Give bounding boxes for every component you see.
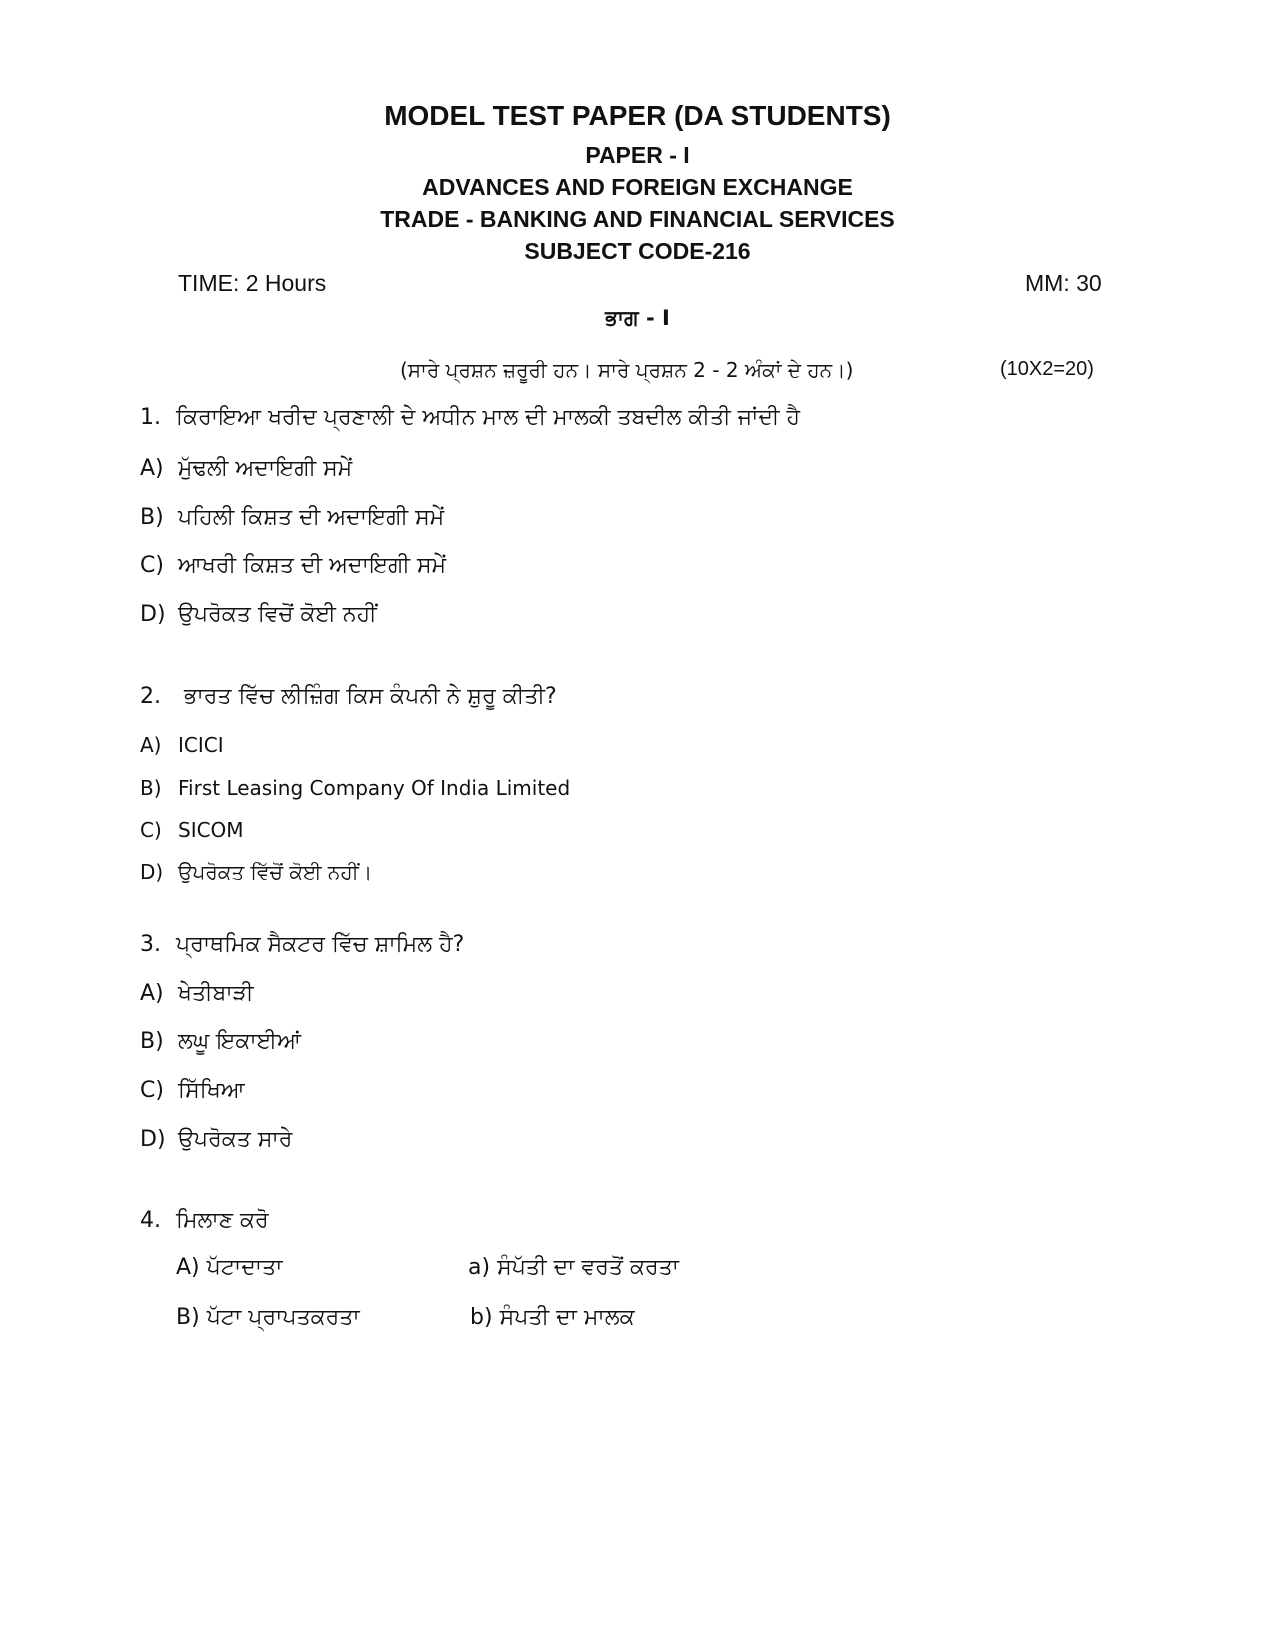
option-label: D)	[140, 602, 166, 627]
option-text: ਉਪਰੋਕਤ ਵਿਚੋਂ ਕੋਈ ਨਹੀਂ	[178, 602, 377, 627]
question-3	[140, 932, 464, 957]
match-text: ਸੰਪੱਤੀ ਦਾ ਵਰਤੋਂ ਕਰਤਾ	[497, 1255, 679, 1280]
question-number: 3.	[140, 932, 161, 957]
paper-number: PAPER - I	[585, 142, 690, 168]
option-label: B)	[140, 505, 164, 530]
section-instruction: (ਸਾਰੇ ਪ੍ਰਸ਼ਨ ਜ਼ਰੂਰੀ ਹਨ। ਸਾਰੇ ਪ੍ਰਸ਼ਨ 2 - 2 ਅੰਕਾਂ ਦੇ ਹਨ।)	[400, 358, 854, 382]
q2-option-d	[140, 860, 372, 884]
option-text: SICOM	[178, 818, 244, 842]
question-1	[140, 405, 800, 430]
q1-option-c	[140, 553, 446, 578]
q1-option-b	[140, 505, 444, 530]
option-text: ਆਖਰੀ ਕਿਸ਼ਤ ਦੀ ਅਦਾਇਗੀ ਸਮੇਂ	[178, 553, 447, 578]
option-text: ਉਪਰੋਕਤ ਸਾਰੇ	[178, 1127, 293, 1152]
option-text: ਉਪਰੋਕਤ ਵਿੱਚੋਂ ਕੋਈ ਨਹੀਂ।	[178, 860, 373, 884]
option-text: ICICI	[178, 733, 224, 757]
q3-option-b	[140, 1029, 301, 1054]
question-text: ਭਾਰਤ ਵਿੱਚ ਲੀਜ਼ਿੰਗ ਕਿਸ ਕੰਪਨੀ ਨੇ ਸ਼ੁਰੂ ਕੀਤੀ?	[184, 684, 557, 709]
match-label: A)	[176, 1255, 200, 1280]
option-label: C)	[140, 553, 164, 578]
q4-right-b	[470, 1305, 635, 1330]
q3-option-d	[140, 1127, 292, 1152]
question-number: 2.	[140, 684, 161, 709]
q2-option-c	[140, 818, 244, 842]
subject-code: SUBJECT CODE-216	[524, 238, 751, 264]
question-text: ਕਿਰਾਇਆ ਖਰੀਦ ਪ੍ਰਣਾਲੀ ਦੇ ਅਧੀਨ ਮਾਲ ਦੀ ਮਾਲਕੀ ਤਬਦੀਲ ਕੀਤੀ ਜਾਂਦੀ ਹੈ	[176, 405, 801, 430]
q3-option-a	[140, 981, 254, 1006]
section-marks: (10X2=20)	[1000, 358, 1094, 380]
option-text: ਮੁੱਢਲੀ ਅਦਾਇਗੀ ਸਮੇਂ	[178, 456, 353, 481]
option-text: ਖੇਤੀਬਾੜੀ	[178, 981, 254, 1006]
option-text: First Leasing Company Of India Limited	[178, 776, 571, 800]
option-label: B)	[140, 776, 162, 800]
match-text: ਪੱਟਾਦਾਤਾ	[206, 1255, 283, 1280]
option-text: ਪਹਿਲੀ ਕਿਸ਼ਤ ਦੀ ਅਦਾਇਗੀ ਸਮੇਂ	[178, 505, 445, 530]
subject-name: ADVANCES AND FOREIGN EXCHANGE	[422, 174, 853, 200]
option-text: ਲਘੂ ਇਕਾਈਆਂ	[178, 1029, 302, 1054]
q1-option-a	[140, 456, 352, 481]
match-label: a)	[468, 1255, 491, 1280]
q2-option-b	[140, 776, 570, 800]
q4-left-a	[176, 1255, 282, 1280]
question-4	[140, 1208, 269, 1233]
match-text: ਸੰਪਤੀ ਦਾ ਮਾਲਕ	[499, 1305, 635, 1330]
question-text: ਮਿਲਾਣ ਕਰੋ	[176, 1208, 269, 1233]
option-label: C)	[140, 818, 162, 842]
match-label: B)	[176, 1305, 200, 1330]
option-label: D)	[140, 860, 164, 884]
q1-option-d	[140, 602, 377, 627]
paper-title: MODEL TEST PAPER (DA STUDENTS)	[384, 100, 891, 131]
option-label: A)	[140, 456, 164, 481]
match-text: ਪੱਟਾ ਪ੍ਰਾਪਤਕਰਤਾ	[206, 1305, 360, 1330]
q4-left-b	[176, 1305, 360, 1330]
question-number: 4.	[140, 1208, 161, 1233]
time-allowed: TIME: 2 Hours	[178, 270, 327, 296]
section-title: ਭਾਗ - I	[605, 306, 670, 330]
option-label: D)	[140, 1127, 166, 1152]
option-label: A)	[140, 981, 164, 1006]
q3-option-c	[140, 1078, 245, 1103]
max-marks: MM: 30	[1025, 270, 1102, 296]
question-number: 1.	[140, 405, 161, 430]
option-label: B)	[140, 1029, 164, 1054]
question-2	[140, 684, 557, 709]
match-label: b)	[470, 1305, 493, 1330]
option-label: C)	[140, 1078, 164, 1103]
option-label: A)	[140, 733, 162, 757]
q4-right-a	[468, 1255, 679, 1280]
q2-option-a	[140, 733, 224, 757]
trade-name: TRADE - BANKING AND FINANCIAL SERVICES	[380, 206, 895, 232]
option-text: ਸਿੱਖਿਆ	[178, 1078, 245, 1103]
question-text: ਪ੍ਰਾਥਮਿਕ ਸੈਕਟਰ ਵਿੱਚ ਸ਼ਾਮਿਲ ਹੈ?	[176, 932, 465, 957]
